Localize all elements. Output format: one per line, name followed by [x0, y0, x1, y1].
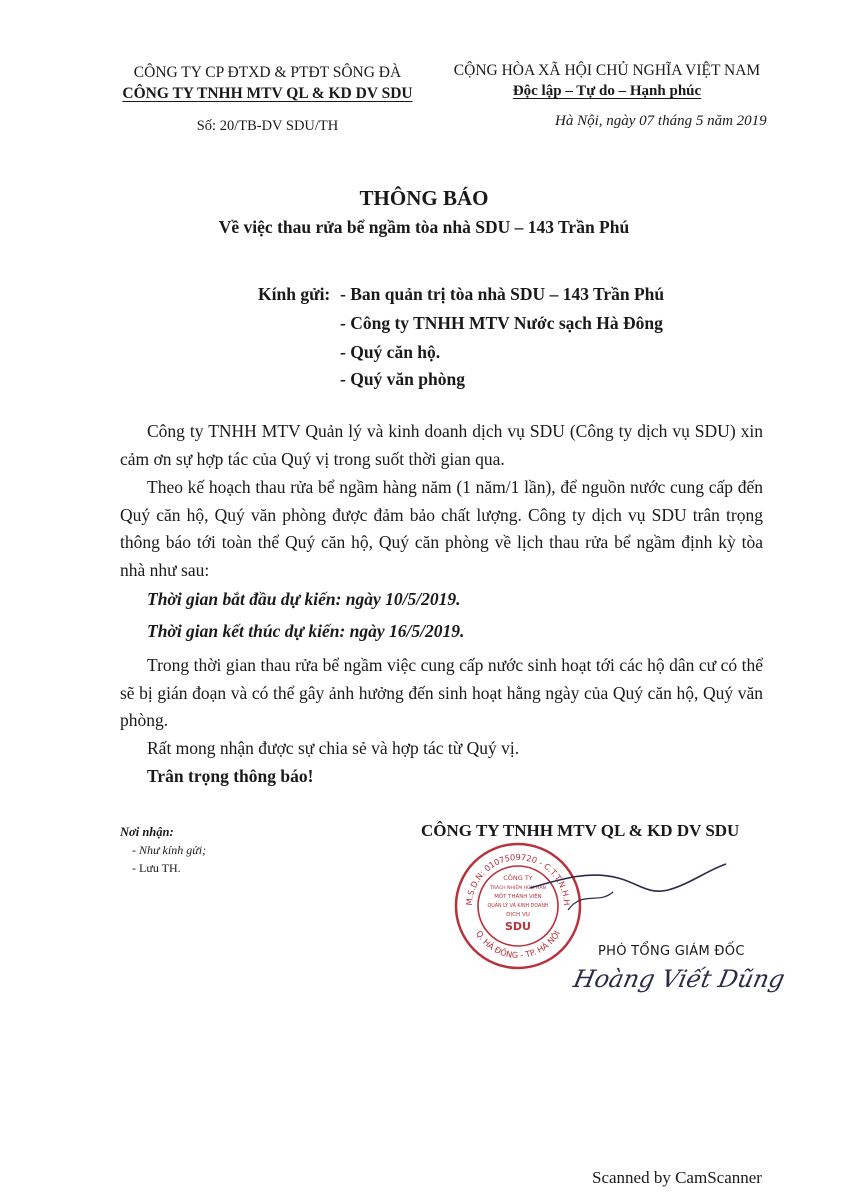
signer-name: Hoàng Viết Dũng	[571, 965, 788, 993]
seal-bottom-arc-text: Q. HÀ ĐÔNG - TP. HÀ NỘI	[474, 928, 562, 961]
body-paragraph-3: Trong thời gian thau rửa bể ngầm việc cung cấp nước sinh hoạt tới các hộ dân cư có thể sẽ bị gián đoạn và có thể gây ảnh hưởng đến sinh hoạt hằng ngày của Quý căn hộ, Quý văn phòng.	[120, 655, 763, 730]
handwritten-signature	[528, 850, 728, 930]
distribution-label: Nơi nhận:	[120, 825, 174, 839]
recipients-label: Kính gửi:	[258, 284, 331, 304]
seal-text: DỊCH VỤ	[506, 912, 530, 918]
seal-text: CÔNG TY	[503, 874, 533, 882]
signing-company: CÔNG TY TNHH MTV QL & KD DV SDU	[421, 821, 740, 840]
date-line: Hà Nội, ngày 07 tháng 5 năm 2019	[555, 113, 767, 129]
recipient-item: - Quý căn hộ.	[340, 342, 441, 362]
seal-text: QUẢN LÝ VÀ KINH DOANH	[487, 904, 549, 909]
body-paragraph-4: Rất mong nhận được sự chia sẻ và hợp tác từ Quý vị.	[147, 738, 520, 758]
end-date: Thời gian kết thúc dự kiến: ngày 16/5/2019.	[147, 621, 465, 641]
scanner-watermark: Scanned by CamScanner	[592, 1168, 762, 1187]
seal-top-arc-text: M.S.D.N: 0107509720 - C.T.T.N.H.H	[463, 851, 573, 906]
document-subject: Về việc thau rửa bể ngầm tòa nhà SDU – 143 Trần Phú	[218, 217, 630, 237]
signer-position: PHÓ TỔNG GIÁM ĐỐC	[598, 944, 745, 959]
seal-text: SDU	[505, 920, 531, 933]
motto-text: Độc lập – Tự do – Hạnh phúc	[512, 83, 702, 99]
parent-company: CÔNG TY CP ĐTXD & PTĐT SÔNG ĐÀ	[133, 64, 402, 81]
company-name	[95, 85, 440, 103]
distribution-item-text: - Như kính gửi;	[132, 843, 207, 857]
seal-text: MỘT THÀNH VIÊN	[494, 894, 542, 900]
seal-text: TRÁCH NHIỆM HỮU HẠN	[490, 886, 546, 891]
republic-name: CỘNG HÒA XÃ HỘI CHỦ NGHĨA VIỆT NAM	[453, 62, 761, 79]
start-date: Thời gian bắt đầu dự kiến: ngày 10/5/2019.	[147, 589, 461, 609]
document-title: THÔNG BÁO	[359, 186, 489, 210]
motto	[432, 83, 782, 100]
document-number: Số: 20/TB-DV SDU/TH	[196, 118, 339, 134]
body-paragraph-1: Công ty TNHH MTV Quản lý và kinh doanh dịch vụ SDU (Công ty dịch vụ SDU) xin cảm ơn sự hợp tác của Quý vị trong suốt thời gian qua.	[120, 421, 763, 469]
recipient-item: - Công ty TNHH MTV Nước sạch Hà Đông	[340, 313, 663, 333]
closing-line: Trân trọng thông báo!	[147, 766, 314, 786]
distribution-item	[132, 843, 206, 858]
distribution-item: - Lưu TH.	[132, 861, 181, 875]
recipient-item: - Ban quản trị tòa nhà SDU – 143 Trần Phú	[340, 284, 665, 304]
recipient-item: - Quý văn phòng	[340, 369, 465, 389]
company-name-text: CÔNG TY TNHH MTV QL & KD DV SDU	[122, 85, 413, 102]
body-paragraph-2: Theo kế hoạch thau rửa bể ngầm hàng năm (1 năm/1 lần), để nguồn nước cung cấp đến Quý căn hộ, Quý văn phòng được đảm bảo chất lượng. Công ty dịch vụ SDU trân trọng thông báo tới toàn thể Quý căn hộ, Quý căn phòng về lịch thau rửa bể ngầm định kỳ tòa nhà như sau:	[120, 477, 763, 580]
